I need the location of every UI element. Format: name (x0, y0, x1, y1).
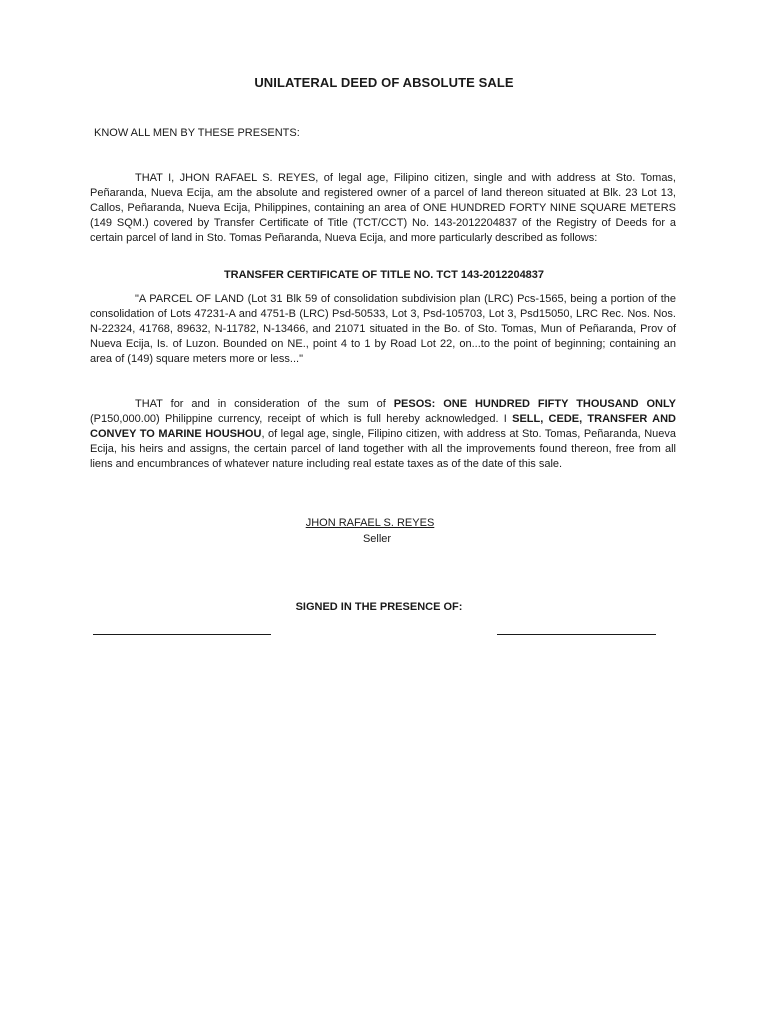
witness-heading: SIGNED IN THE PRESENCE OF: (295, 601, 463, 613)
greeting: KNOW ALL MEN BY THESE PRESENTS: (94, 127, 300, 139)
document-title: UNILATERAL DEED OF ABSOLUTE SALE (254, 75, 514, 90)
seller-name: JHON RAFAEL S. REYES (305, 517, 435, 529)
witness-signature-line-right (497, 634, 656, 635)
witness-signature-line-left (93, 634, 271, 635)
consideration-paragraph (90, 397, 676, 472)
seller-role: Seller (362, 533, 392, 545)
consideration-text-1: THAT for and in consideration of the sum of (135, 398, 394, 410)
consideration-amount: PESOS: ONE HUNDRED FIFTY THOUSAND ONLY (393, 398, 676, 410)
conveyance-clause: SELL, CEDE, TRANSFER AND CONVEY TO MARINE HOUSHOU (90, 413, 676, 440)
tct-heading: TRANSFER CERTIFICATE OF TITLE NO. TCT 143-2012204837 (223, 269, 545, 281)
consideration-text-3: , of legal age, single, Filipino citizen, with address at Sto. Tomas, Peñaranda, Nueva Ecija, his heirs and assigns, the certain parcel of land together with all the improvements found thereon, free from all liens and encumbrances of whatever nature including real estate taxes as of the date of this sale. (90, 428, 676, 470)
ownership-paragraph: THAT I, JHON RAFAEL S. REYES, of legal age, Filipino citizen, single and with address at Sto. Tomas, Peñaranda, Nueva Ecija, am the absolute and registered owner of a parcel of land thereon situated at Blk. 23 Lot 13, Callos, Peñaranda, Nueva Ecija, Philippines, containing an area of ONE HUNDRED FORTY NINE SQUARE METERS (149 SQM.) covered by Transfer Certificate of Title (TCT/CCT) No. 143-2012204837 of the Registry of Deeds for a certain parcel of land in Sto. Tomas Peñaranda, Nueva Ecija, and more particularly described as follows: (90, 172, 676, 244)
land-description-paragraph: "A PARCEL OF LAND (Lot 31 Blk 59 of consolidation subdivision plan (LRC) Pcs-1565, being a portion of the consolidation of Lots 47231-A and 4751-B (LRC) Psd-50533, Lot 3, Psd-105703, Lot 3, Psd15050, LRC Rec. Nos. Nos. N-22324, 41768, 89632, N-11782, N-13466, and 21071 situated in the Bo. of Sto. Tomas, Mun of Peñaranda, Prov of Nueva Ecija, Is. of Luzon. Bounded on NE., point 4 to 1 by Road Lot 22, on...to the point of beginning; containing an area of (149) square meters more or less..." (90, 293, 676, 365)
consideration-text-2: (P150,000.00) Philippine currency, receipt of which is full hereby acknowledged. I (90, 413, 513, 425)
